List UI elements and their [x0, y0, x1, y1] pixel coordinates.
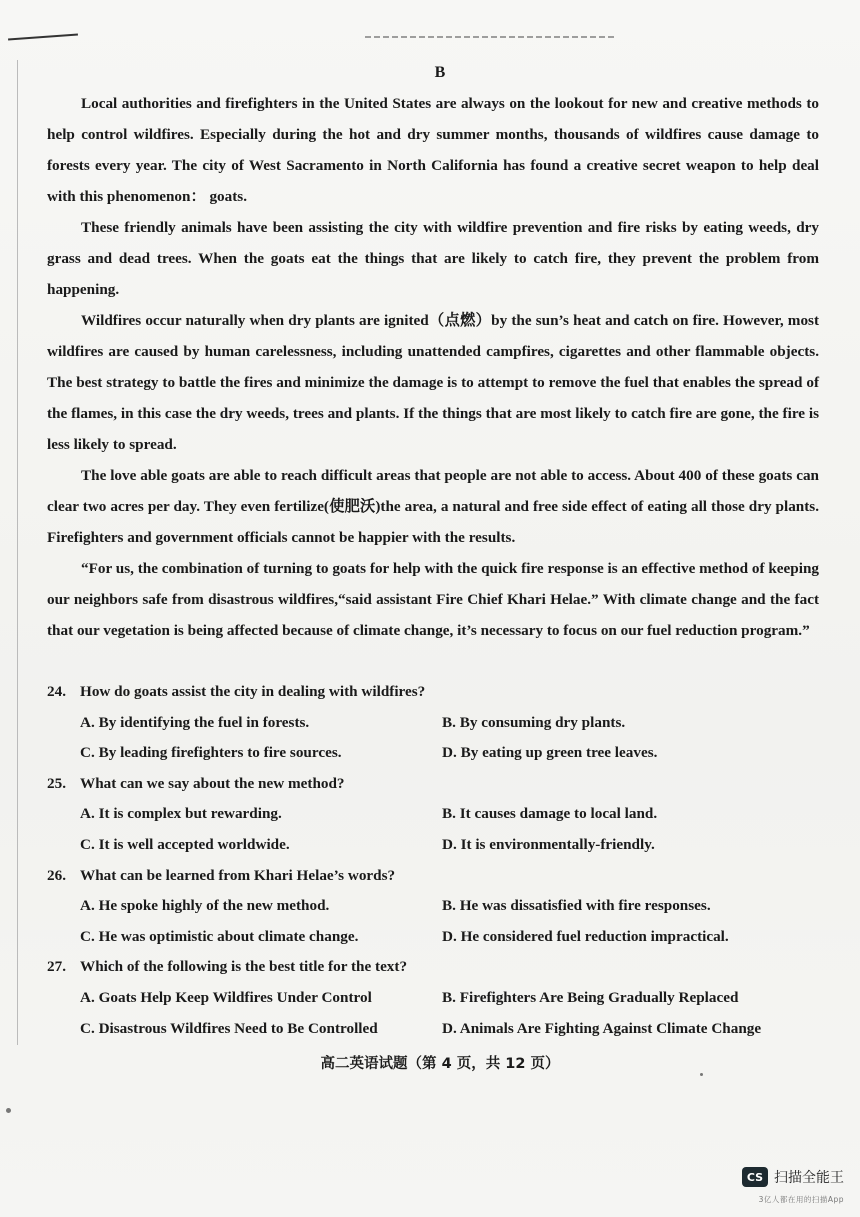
- question-text: Which of the following is the best title for the text?: [80, 958, 408, 976]
- option-text: Goats Help Keep Wildfires Under Control: [98, 988, 372, 1006]
- option-b[interactable]: [442, 708, 819, 739]
- option-c[interactable]: [47, 922, 442, 953]
- option-b[interactable]: [442, 983, 819, 1014]
- option-c[interactable]: [47, 1014, 442, 1045]
- option-d[interactable]: [442, 738, 819, 769]
- option-letter: B.: [442, 897, 456, 915]
- reading-passage: [47, 88, 819, 646]
- option-text: It is environmentally-friendly.: [460, 835, 655, 853]
- option-a[interactable]: [47, 799, 442, 830]
- paragraph: These friendly animals have been assisting the city with wildfire prevention and fire risks by eating weeds, dry grass and dead trees. When the goats eat the things that are likely to catch fire, they prevent the problem from happening.: [47, 219, 819, 298]
- question-number: 25.: [47, 774, 66, 792]
- option-a[interactable]: [47, 891, 442, 922]
- option-d[interactable]: [442, 1014, 819, 1045]
- paragraph: Wildfires occur naturally when dry plants are ignited（点燃）by the sun’s heat and catch on fire. However, most wildfires are caused by human carelessness, including unattended campfires, cigarettes and other flammable objects. The best strategy to battle the fires and minimize the damage is to attempt to remove the fuel that enables the spread of the flames, in this case the dry weeds, trees and plants. If the things that are most likely to catch fire are gone, the fire is less likely to spread.: [47, 312, 819, 453]
- option-letter: C.: [80, 744, 95, 762]
- question-number: 26.: [47, 866, 66, 884]
- question-stem: [47, 769, 819, 800]
- option-d[interactable]: [442, 922, 819, 953]
- option-a[interactable]: [47, 708, 442, 739]
- option-text: Disastrous Wildfires Need to Be Controlled: [98, 1019, 378, 1037]
- option-letter: A.: [80, 988, 95, 1006]
- option-letter: B.: [442, 805, 456, 823]
- header-rule: [365, 36, 615, 38]
- option-d[interactable]: [442, 830, 819, 861]
- option-text: He was dissatisfied with fire responses.: [459, 897, 711, 915]
- option-c[interactable]: [47, 830, 442, 861]
- question-number: 27.: [47, 958, 66, 976]
- option-c[interactable]: [47, 738, 442, 769]
- option-letter: D.: [442, 927, 457, 945]
- scan-speck: [700, 1073, 703, 1076]
- scanner-slogan: 3亿人都在用的扫描App: [758, 1195, 844, 1204]
- question-text: What can be learned from Khari Helae’s words?: [80, 866, 396, 884]
- option-letter: C.: [80, 927, 95, 945]
- paragraph: “For us, the combination of turning to goats for help with the quick fire response is an effective method of keeping our neighbors safe from disastrous wildfires,“said assistant Fire Chief Khari Helae.” With climate change and the fact that our vegetation is being affected because of climate change, it’s necessary to focus on our fuel reduction program.”: [47, 560, 819, 639]
- option-text: Animals Are Fighting Against Climate Change: [459, 1019, 762, 1037]
- scanner-app-name: 扫描全能王: [774, 1170, 844, 1186]
- option-letter: D.: [442, 744, 457, 762]
- option-text: It is complex but rewarding.: [98, 805, 282, 823]
- option-b[interactable]: [442, 799, 819, 830]
- option-text: By consuming dry plants.: [459, 713, 626, 731]
- camscanner-logo-icon: CS: [742, 1167, 768, 1187]
- option-letter: D.: [442, 1019, 457, 1037]
- option-letter: C.: [80, 835, 95, 853]
- option-b[interactable]: [442, 891, 819, 922]
- option-text: He spoke highly of the new method.: [98, 897, 330, 915]
- question-stem: [47, 952, 819, 983]
- option-letter: B.: [442, 713, 456, 731]
- question-25: [47, 769, 819, 861]
- option-letter: A.: [80, 897, 95, 915]
- option-text: By identifying the fuel in forests.: [98, 713, 310, 731]
- question-stem: [47, 677, 819, 708]
- option-text: It causes damage to local land.: [459, 805, 658, 823]
- question-text: What can we say about the new method?: [80, 774, 345, 792]
- question-24: [47, 677, 819, 769]
- section-letter: B: [434, 64, 446, 81]
- page-footer: 高二英语试题（第 4 页，共 12 页）: [320, 1056, 560, 1072]
- paragraph: The love able goats are able to reach difficult areas that people are not able to access. About 400 of these goats can clear two acres per day. They even fertilize(使肥沃)the area, a natural and free side effect of eating all those dry plants. Firefighters and government officials cannot be happier with the results.: [47, 467, 819, 546]
- option-letter: C.: [80, 1019, 95, 1037]
- option-letter: A.: [80, 805, 95, 823]
- question-27: [47, 952, 819, 1044]
- question-list: [47, 677, 819, 1044]
- option-letter: D.: [442, 835, 457, 853]
- margin-line: [17, 60, 18, 1045]
- option-text: It is well accepted worldwide.: [98, 835, 290, 853]
- option-letter: B.: [442, 988, 456, 1006]
- option-text: Firefighters Are Being Gradually Replaced: [459, 988, 739, 1006]
- option-letter: A.: [80, 713, 95, 731]
- question-number: 24.: [47, 683, 66, 700]
- scan-speck: [6, 1108, 11, 1113]
- pen-mark: [8, 34, 78, 41]
- paragraph: Local authorities and firefighters in the United States are always on the lookout for new and creative methods to help control wildfires. Especially during the hot and dry summer months, thousands of wildfires cause damage to forests every year. The city of West Sacramento in North California has found a creative secret weapon to help deal with this phenomenon： goats.: [47, 95, 819, 205]
- option-a[interactable]: [47, 983, 442, 1014]
- scanner-watermark: [742, 1167, 844, 1187]
- question-text: How do goats assist the city in dealing with wildfires?: [80, 683, 426, 700]
- option-text: By eating up green tree leaves.: [460, 744, 658, 762]
- question-stem: [47, 861, 819, 892]
- question-26: [47, 861, 819, 953]
- option-text: By leading firefighters to fire sources.: [98, 744, 342, 762]
- option-text: He considered fuel reduction impractical.: [460, 927, 729, 945]
- option-text: He was optimistic about climate change.: [98, 927, 359, 945]
